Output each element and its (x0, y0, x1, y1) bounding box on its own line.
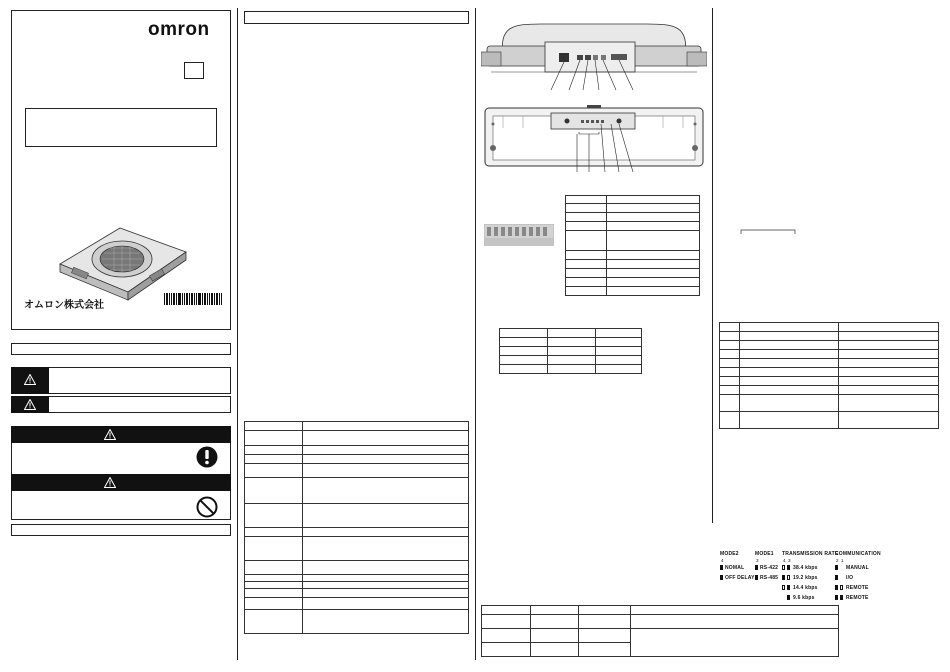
dip-rate-option: 14.4 kbps (793, 585, 818, 591)
dip-switch-indicator (835, 595, 838, 600)
dip-comm-option: MANUAL (846, 565, 869, 571)
omron-logo: omron (148, 19, 210, 40)
caution-header-2 (11, 474, 231, 491)
cover-notice-box (25, 108, 217, 147)
dip-rate-option: 9.6 kbps (793, 595, 815, 601)
dip-comm-number: 1 (841, 558, 844, 563)
column-divider-2 (475, 8, 476, 660)
dip-rate-title: TRANSMISSION RATE (782, 551, 839, 557)
dip-switch-indicator (720, 565, 723, 570)
mandatory-action-icon (196, 446, 218, 468)
function-table (719, 322, 939, 429)
dip-comm-title: COMMUNICATION (835, 551, 881, 557)
terminal-block-illustration (484, 224, 554, 246)
dip-mode2-option: OFF DELAY (725, 575, 755, 581)
dip-rate-option: 19.2 kbps (793, 575, 818, 581)
dip-switch-indicator (787, 565, 790, 570)
small-table (499, 328, 642, 374)
barcode-icon (164, 293, 222, 305)
warning-triangle-icon (104, 477, 116, 488)
dip-switch-indicator (835, 575, 838, 580)
warning-triangle-icon (24, 399, 36, 410)
column-divider-1 (237, 8, 238, 660)
dip-switch-indicator (835, 585, 838, 590)
column-divider-3 (712, 8, 713, 523)
product-illustration (52, 222, 192, 302)
dip-mode1-option: RS-422 (760, 565, 779, 571)
model-code-box (184, 62, 204, 79)
dip-switch-indicator (755, 565, 758, 570)
device-bottom-view (483, 104, 705, 172)
dip-switch-indicator (782, 585, 785, 590)
dip-switch-indicator (782, 575, 785, 580)
dip-mode2-option: NOMAL (725, 565, 745, 571)
dip-switch-indicator (787, 575, 790, 580)
dip-switch-indicator (755, 575, 758, 580)
dip-switch-indicator (840, 595, 843, 600)
dip-switch-indicator (787, 585, 790, 590)
dip-comm-number: 2 (836, 558, 839, 563)
safety-heading-box (11, 343, 231, 355)
dip-rate-number: 3 (788, 558, 791, 563)
caution-header-1 (11, 426, 231, 443)
dip-switch-indicator (787, 595, 790, 600)
dip-mode1-title: MODE1 (755, 551, 774, 557)
dip-comm-option: REMOTE (846, 595, 869, 601)
dip-switch-indicator (720, 575, 723, 580)
spec-table (244, 421, 469, 634)
dip-rate-number: 4 (783, 558, 786, 563)
dip-mode1-number: 3 (756, 558, 759, 563)
terminal-table (565, 195, 700, 296)
dip-switch-indicator (840, 585, 843, 590)
dip-rate-option: 38.4 kbps (793, 565, 818, 571)
dip-mode2-number: 4 (721, 558, 724, 563)
warning-triangle-icon (24, 374, 36, 385)
col2-heading-box (244, 11, 469, 24)
dip-switch-indicator (835, 565, 838, 570)
bottom-table (481, 605, 839, 657)
dip-mode2-title: MODE2 (720, 551, 739, 557)
dip-mode1-option: RS-485 (760, 575, 779, 581)
dip-comm-option: REMOTE (846, 585, 869, 591)
dip-comm-option: I/O (846, 575, 854, 581)
company-name-jp: オムロン株式会社 (24, 300, 104, 311)
device-front-view (481, 16, 707, 96)
dip-switch-indicator (782, 565, 785, 570)
warning-triangle-icon (104, 429, 116, 440)
safety-footer-box (11, 524, 231, 536)
prohibition-icon (196, 496, 218, 518)
dimension-marker (740, 227, 796, 235)
